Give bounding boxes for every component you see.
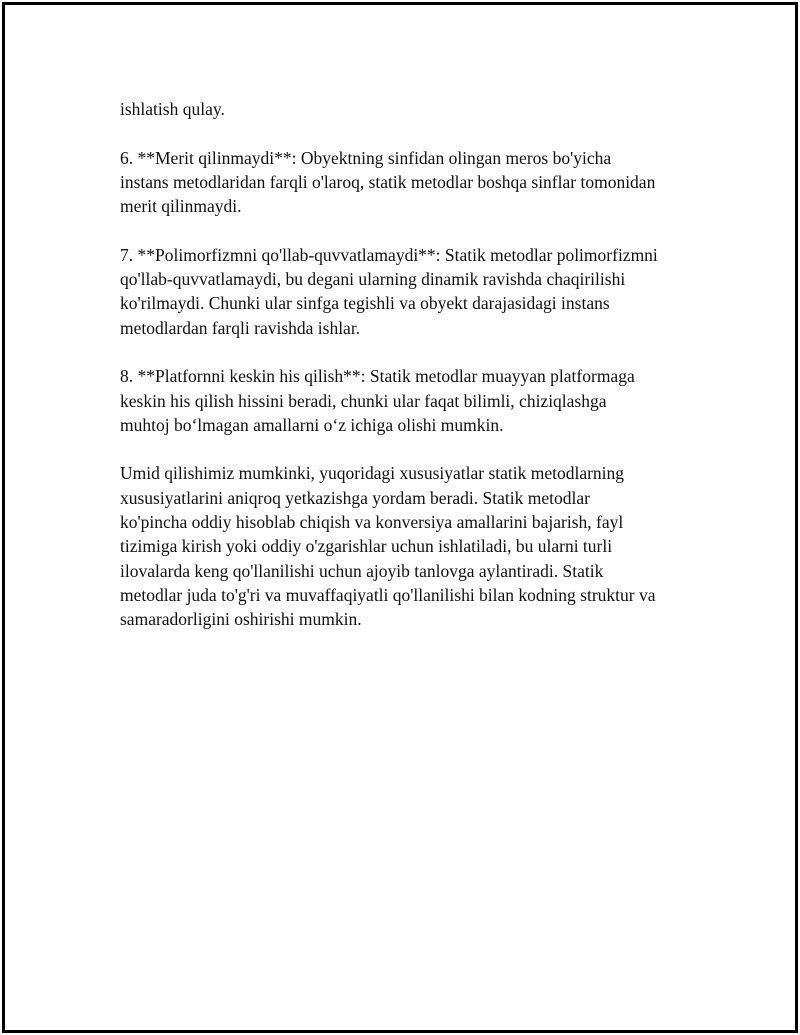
paragraph-item-6	[120, 146, 700, 219]
text-line: Umid qilishimiz mumkinki, yuqoridagi xususiyatlar statik metodlarning	[120, 463, 625, 484]
text-line: samaradorligini oshirishi mumkin.	[120, 609, 362, 630]
text-line: tizimiga kirish yoki oddiy o'zgarishlar uchun ishlatiladi, bu ularni turli	[120, 536, 613, 557]
text-line: 6. **Merit qilinmaydi**: Obyektning sinfidan olingan meros bo'yicha	[120, 147, 612, 168]
text-line: instans metodlaridan farqli o'laroq, statik metodlar boshqa sinflar tomonidan	[120, 171, 656, 192]
paragraph-item-8	[120, 364, 700, 437]
text-line: 7. **Polimorfizmni qo'llab-quvvatlamaydi**: Statik metodlar polimorfizmni	[120, 244, 658, 265]
text-line: ko'pincha oddiy hisoblab chiqish va konversiya amallarini bajarish, fayl	[120, 512, 624, 533]
text-line: qo'llab-quvvatlamaydi, bu degani ularning dinamik ravishda chaqirilishi	[120, 269, 626, 290]
text-line: ilovalarda keng qo'llanilishi uchun ajoyib tanlovga aylantiradi. Statik	[120, 560, 604, 581]
document-page	[2, 2, 798, 1033]
paragraph-continuation	[120, 97, 700, 121]
text-line: metodlardan farqli ravishda ishlar.	[120, 317, 361, 338]
text-line: 8. **Platfornni keskin his qilish**: Statik metodlar muayyan platformaga	[120, 366, 635, 387]
text-line: ko'rilmaydi. Chunki ular sinfga tegishli va obyekt darajasidagi instans	[120, 293, 610, 314]
text-line: metodlar juda to'g'ri va muvaffaqiyatli qo'llanilishi bilan kodning struktur va	[120, 584, 656, 605]
document-body	[120, 97, 700, 656]
paragraph-item-7	[120, 243, 700, 340]
text-line: merit qilinmaydi.	[120, 196, 242, 217]
text-line: xususiyatlarini aniqroq yetkazishga yordam beradi. Statik metodlar	[120, 487, 590, 508]
text-line: keskin his qilish hissini beradi, chunki ular faqat bilimli, chiziqlashga	[120, 390, 607, 411]
paragraph-conclusion	[120, 461, 700, 631]
text-line: ishlatish qulay.	[120, 99, 225, 119]
text-line: muhtoj bo‘lmagan amallarni o‘z ichiga olishi mumkin.	[120, 414, 504, 435]
